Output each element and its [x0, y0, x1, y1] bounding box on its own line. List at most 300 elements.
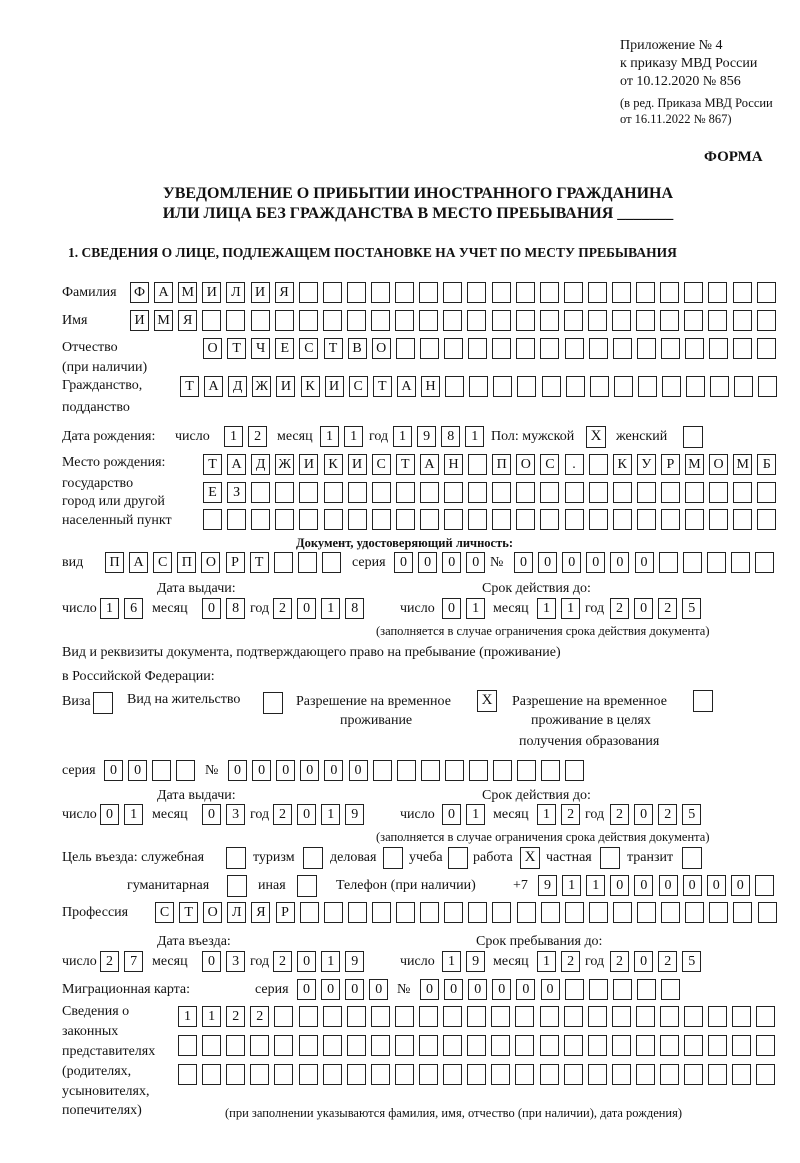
- char-cell[interactable]: [445, 376, 464, 397]
- char-cell[interactable]: 6: [124, 598, 143, 619]
- char-cell[interactable]: [661, 509, 680, 530]
- char-cell[interactable]: 0: [707, 875, 726, 896]
- char-cell[interactable]: 0: [466, 552, 485, 573]
- char-cell[interactable]: 0: [228, 760, 247, 781]
- char-cell[interactable]: И: [130, 310, 149, 331]
- char-cell[interactable]: [589, 454, 608, 475]
- char-cell[interactable]: [443, 310, 462, 331]
- char-cell[interactable]: [564, 1006, 583, 1027]
- char-cell[interactable]: [491, 1006, 510, 1027]
- char-cell[interactable]: [661, 979, 680, 1000]
- char-cell[interactable]: [516, 338, 535, 359]
- purpose-work-checkbox[interactable]: X: [520, 847, 540, 869]
- birth-place-field-1[interactable]: [203, 454, 781, 476]
- phone-field[interactable]: [538, 875, 779, 897]
- char-cell[interactable]: А: [204, 376, 223, 397]
- char-cell[interactable]: С: [372, 454, 391, 475]
- id-valid-year-field[interactable]: [610, 598, 706, 620]
- char-cell[interactable]: [588, 282, 607, 303]
- residence-checkbox[interactable]: [263, 692, 283, 714]
- birth-day-field[interactable]: [224, 426, 272, 448]
- char-cell[interactable]: В: [348, 338, 367, 359]
- char-cell[interactable]: 0: [128, 760, 147, 781]
- char-cell[interactable]: [613, 902, 632, 923]
- char-cell[interactable]: К: [301, 376, 320, 397]
- char-cell[interactable]: [660, 310, 679, 331]
- char-cell[interactable]: 0: [324, 760, 343, 781]
- char-cell[interactable]: [515, 1006, 534, 1027]
- char-cell[interactable]: 2: [610, 951, 629, 972]
- char-cell[interactable]: Я: [178, 310, 197, 331]
- sex-male-checkbox[interactable]: X: [586, 426, 606, 448]
- char-cell[interactable]: 2: [561, 804, 580, 825]
- char-cell[interactable]: 1: [466, 804, 485, 825]
- char-cell[interactable]: [324, 902, 343, 923]
- char-cell[interactable]: 0: [345, 979, 364, 1000]
- char-cell[interactable]: 0: [100, 804, 119, 825]
- char-cell[interactable]: [517, 902, 536, 923]
- char-cell[interactable]: [590, 376, 609, 397]
- char-cell[interactable]: 9: [345, 951, 364, 972]
- char-cell[interactable]: [323, 1064, 342, 1085]
- char-cell[interactable]: К: [613, 454, 632, 475]
- rd-issue-year-field[interactable]: [273, 804, 369, 826]
- char-cell[interactable]: Е: [203, 482, 222, 503]
- char-cell[interactable]: Л: [227, 902, 246, 923]
- char-cell[interactable]: 0: [202, 598, 221, 619]
- char-cell[interactable]: [372, 509, 391, 530]
- char-cell[interactable]: [540, 509, 559, 530]
- char-cell[interactable]: [565, 338, 584, 359]
- id-number-field[interactable]: [514, 552, 779, 574]
- char-cell[interactable]: 1: [442, 951, 461, 972]
- char-cell[interactable]: [589, 509, 608, 530]
- char-cell[interactable]: Ж: [275, 454, 294, 475]
- char-cell[interactable]: [515, 1064, 534, 1085]
- char-cell[interactable]: [517, 760, 536, 781]
- char-cell[interactable]: [467, 1006, 486, 1027]
- char-cell[interactable]: [275, 310, 294, 331]
- char-cell[interactable]: [492, 310, 511, 331]
- char-cell[interactable]: [395, 1035, 414, 1056]
- char-cell[interactable]: [613, 979, 632, 1000]
- char-cell[interactable]: 0: [442, 552, 461, 573]
- char-cell[interactable]: 1: [466, 598, 485, 619]
- char-cell[interactable]: [613, 482, 632, 503]
- char-cell[interactable]: [469, 376, 488, 397]
- char-cell[interactable]: [348, 509, 367, 530]
- char-cell[interactable]: 0: [202, 951, 221, 972]
- char-cell[interactable]: Т: [373, 376, 392, 397]
- char-cell[interactable]: [710, 376, 729, 397]
- char-cell[interactable]: 0: [468, 979, 487, 1000]
- char-cell[interactable]: [516, 282, 535, 303]
- char-cell[interactable]: 0: [442, 804, 461, 825]
- char-cell[interactable]: 0: [731, 875, 750, 896]
- char-cell[interactable]: Т: [324, 338, 343, 359]
- char-cell[interactable]: 0: [635, 552, 654, 573]
- char-cell[interactable]: [541, 902, 560, 923]
- birth-month-field[interactable]: [320, 426, 368, 448]
- char-cell[interactable]: 0: [321, 979, 340, 1000]
- char-cell[interactable]: [758, 376, 777, 397]
- char-cell[interactable]: [274, 1006, 293, 1027]
- char-cell[interactable]: [299, 282, 318, 303]
- char-cell[interactable]: И: [348, 454, 367, 475]
- mc-number-field[interactable]: [420, 979, 685, 1001]
- char-cell[interactable]: [685, 482, 704, 503]
- char-cell[interactable]: [662, 376, 681, 397]
- char-cell[interactable]: [299, 1064, 318, 1085]
- char-cell[interactable]: 5: [682, 951, 701, 972]
- char-cell[interactable]: [565, 979, 584, 1000]
- char-cell[interactable]: [226, 1035, 245, 1056]
- char-cell[interactable]: [637, 338, 656, 359]
- char-cell[interactable]: [492, 509, 511, 530]
- char-cell[interactable]: 0: [297, 598, 316, 619]
- char-cell[interactable]: [540, 310, 559, 331]
- char-cell[interactable]: [540, 1064, 559, 1085]
- char-cell[interactable]: [684, 1006, 703, 1027]
- rep-field-1[interactable]: [178, 1006, 781, 1028]
- char-cell[interactable]: [684, 282, 703, 303]
- char-cell[interactable]: [395, 282, 414, 303]
- char-cell[interactable]: 1: [562, 875, 581, 896]
- char-cell[interactable]: А: [397, 376, 416, 397]
- char-cell[interactable]: [541, 760, 560, 781]
- char-cell[interactable]: 1: [178, 1006, 197, 1027]
- char-cell[interactable]: [468, 338, 487, 359]
- char-cell[interactable]: [444, 482, 463, 503]
- char-cell[interactable]: [732, 1035, 751, 1056]
- char-cell[interactable]: [420, 902, 439, 923]
- char-cell[interactable]: [492, 902, 511, 923]
- char-cell[interactable]: [684, 310, 703, 331]
- char-cell[interactable]: [638, 376, 657, 397]
- char-cell[interactable]: [178, 1064, 197, 1085]
- char-cell[interactable]: 2: [273, 951, 292, 972]
- char-cell[interactable]: [732, 1064, 751, 1085]
- rd-issue-month-field[interactable]: [202, 804, 250, 826]
- char-cell[interactable]: [419, 1035, 438, 1056]
- char-cell[interactable]: 2: [658, 804, 677, 825]
- char-cell[interactable]: [757, 509, 776, 530]
- char-cell[interactable]: [588, 1035, 607, 1056]
- char-cell[interactable]: 1: [202, 1006, 221, 1027]
- id-valid-day-field[interactable]: [442, 598, 490, 620]
- char-cell[interactable]: [226, 310, 245, 331]
- char-cell[interactable]: С: [299, 338, 318, 359]
- char-cell[interactable]: Ф: [130, 282, 149, 303]
- char-cell[interactable]: С: [540, 454, 559, 475]
- char-cell[interactable]: 1: [100, 598, 119, 619]
- entry-year-field[interactable]: [273, 951, 369, 973]
- char-cell[interactable]: С: [155, 902, 174, 923]
- char-cell[interactable]: [251, 509, 270, 530]
- sex-female-checkbox[interactable]: [683, 426, 703, 448]
- char-cell[interactable]: [540, 1035, 559, 1056]
- char-cell[interactable]: Я: [275, 282, 294, 303]
- char-cell[interactable]: [421, 760, 440, 781]
- char-cell[interactable]: [250, 1064, 269, 1085]
- char-cell[interactable]: [323, 1035, 342, 1056]
- char-cell[interactable]: Т: [227, 338, 246, 359]
- char-cell[interactable]: [733, 482, 752, 503]
- rd-issue-day-field[interactable]: [100, 804, 148, 826]
- char-cell[interactable]: [661, 482, 680, 503]
- char-cell[interactable]: [685, 902, 704, 923]
- char-cell[interactable]: [709, 338, 728, 359]
- purpose-private-checkbox[interactable]: [600, 847, 620, 869]
- mc-series-field[interactable]: [297, 979, 393, 1001]
- purpose-official-checkbox[interactable]: [226, 847, 246, 869]
- birth-place-field-2[interactable]: [203, 482, 781, 504]
- char-cell[interactable]: И: [299, 454, 318, 475]
- char-cell[interactable]: [636, 310, 655, 331]
- char-cell[interactable]: [178, 1035, 197, 1056]
- char-cell[interactable]: [660, 1006, 679, 1027]
- char-cell[interactable]: 0: [683, 875, 702, 896]
- char-cell[interactable]: О: [203, 338, 222, 359]
- char-cell[interactable]: [589, 482, 608, 503]
- char-cell[interactable]: [731, 552, 750, 573]
- char-cell[interactable]: 0: [420, 979, 439, 1000]
- char-cell[interactable]: 1: [321, 598, 340, 619]
- char-cell[interactable]: [612, 310, 631, 331]
- char-cell[interactable]: [564, 282, 583, 303]
- purpose-transit-checkbox[interactable]: [682, 847, 702, 869]
- char-cell[interactable]: [419, 1006, 438, 1027]
- char-cell[interactable]: [636, 1006, 655, 1027]
- char-cell[interactable]: 7: [124, 951, 143, 972]
- char-cell[interactable]: [152, 760, 171, 781]
- char-cell[interactable]: А: [129, 552, 148, 573]
- char-cell[interactable]: 8: [226, 598, 245, 619]
- char-cell[interactable]: [445, 760, 464, 781]
- char-cell[interactable]: [203, 509, 222, 530]
- char-cell[interactable]: М: [733, 454, 752, 475]
- purpose-tourism-checkbox[interactable]: [303, 847, 323, 869]
- char-cell[interactable]: [299, 310, 318, 331]
- char-cell[interactable]: [226, 1064, 245, 1085]
- char-cell[interactable]: [756, 1006, 775, 1027]
- char-cell[interactable]: [686, 376, 705, 397]
- char-cell[interactable]: О: [516, 454, 535, 475]
- char-cell[interactable]: А: [154, 282, 173, 303]
- char-cell[interactable]: [564, 310, 583, 331]
- char-cell[interactable]: 9: [345, 804, 364, 825]
- char-cell[interactable]: Ж: [252, 376, 271, 397]
- char-cell[interactable]: 2: [610, 598, 629, 619]
- char-cell[interactable]: У: [637, 454, 656, 475]
- char-cell[interactable]: [708, 1006, 727, 1027]
- rd-number-field[interactable]: [228, 760, 590, 782]
- char-cell[interactable]: [396, 509, 415, 530]
- char-cell[interactable]: [420, 338, 439, 359]
- char-cell[interactable]: 0: [297, 804, 316, 825]
- char-cell[interactable]: П: [177, 552, 196, 573]
- char-cell[interactable]: Ч: [251, 338, 270, 359]
- char-cell[interactable]: [443, 282, 462, 303]
- char-cell[interactable]: Т: [180, 376, 199, 397]
- birth-year-field[interactable]: [393, 426, 489, 448]
- char-cell[interactable]: [756, 1035, 775, 1056]
- char-cell[interactable]: [589, 902, 608, 923]
- char-cell[interactable]: [707, 552, 726, 573]
- char-cell[interactable]: 3: [226, 804, 245, 825]
- char-cell[interactable]: 9: [538, 875, 557, 896]
- char-cell[interactable]: Т: [396, 454, 415, 475]
- char-cell[interactable]: [443, 1035, 462, 1056]
- char-cell[interactable]: [372, 482, 391, 503]
- char-cell[interactable]: 0: [349, 760, 368, 781]
- char-cell[interactable]: [323, 282, 342, 303]
- char-cell[interactable]: 0: [586, 552, 605, 573]
- char-cell[interactable]: [758, 902, 777, 923]
- char-cell[interactable]: Т: [203, 454, 222, 475]
- char-cell[interactable]: [637, 482, 656, 503]
- char-cell[interactable]: 5: [682, 804, 701, 825]
- char-cell[interactable]: [322, 552, 341, 573]
- char-cell[interactable]: 2: [273, 804, 292, 825]
- char-cell[interactable]: [419, 310, 438, 331]
- char-cell[interactable]: [202, 1035, 221, 1056]
- stay-year-field[interactable]: [610, 951, 706, 973]
- char-cell[interactable]: [444, 509, 463, 530]
- char-cell[interactable]: 1: [465, 426, 484, 447]
- char-cell[interactable]: [371, 1064, 390, 1085]
- char-cell[interactable]: [636, 282, 655, 303]
- char-cell[interactable]: И: [325, 376, 344, 397]
- char-cell[interactable]: [227, 509, 246, 530]
- char-cell[interactable]: 0: [659, 875, 678, 896]
- char-cell[interactable]: [493, 760, 512, 781]
- char-cell[interactable]: 9: [417, 426, 436, 447]
- birth-place-field-3[interactable]: [203, 509, 781, 531]
- char-cell[interactable]: 0: [104, 760, 123, 781]
- char-cell[interactable]: [708, 1035, 727, 1056]
- char-cell[interactable]: [684, 1035, 703, 1056]
- char-cell[interactable]: [542, 376, 561, 397]
- char-cell[interactable]: [492, 482, 511, 503]
- char-cell[interactable]: Я: [251, 902, 270, 923]
- char-cell[interactable]: [613, 509, 632, 530]
- rd-valid-month-field[interactable]: [537, 804, 585, 826]
- char-cell[interactable]: [443, 1006, 462, 1027]
- char-cell[interactable]: 2: [250, 1006, 269, 1027]
- char-cell[interactable]: 0: [202, 804, 221, 825]
- char-cell[interactable]: 0: [562, 552, 581, 573]
- char-cell[interactable]: 0: [634, 598, 653, 619]
- char-cell[interactable]: [299, 482, 318, 503]
- profession-field[interactable]: [155, 902, 782, 924]
- char-cell[interactable]: [251, 310, 270, 331]
- char-cell[interactable]: 1: [321, 804, 340, 825]
- char-cell[interactable]: [324, 482, 343, 503]
- char-cell[interactable]: [492, 338, 511, 359]
- char-cell[interactable]: 1: [537, 598, 556, 619]
- char-cell[interactable]: [323, 1006, 342, 1027]
- char-cell[interactable]: [274, 1035, 293, 1056]
- char-cell[interactable]: [636, 1064, 655, 1085]
- char-cell[interactable]: [564, 1064, 583, 1085]
- char-cell[interactable]: [299, 1035, 318, 1056]
- purpose-business-checkbox[interactable]: [383, 847, 403, 869]
- char-cell[interactable]: [250, 1035, 269, 1056]
- char-cell[interactable]: [468, 902, 487, 923]
- char-cell[interactable]: [589, 338, 608, 359]
- stay-day-field[interactable]: [442, 951, 490, 973]
- char-cell[interactable]: [588, 1006, 607, 1027]
- patronymic-field[interactable]: [203, 338, 781, 360]
- char-cell[interactable]: [395, 1064, 414, 1085]
- char-cell[interactable]: Н: [444, 454, 463, 475]
- char-cell[interactable]: [612, 1006, 631, 1027]
- char-cell[interactable]: [685, 509, 704, 530]
- char-cell[interactable]: [734, 376, 753, 397]
- char-cell[interactable]: О: [709, 454, 728, 475]
- char-cell[interactable]: [708, 310, 727, 331]
- char-cell[interactable]: [637, 979, 656, 1000]
- char-cell[interactable]: [565, 760, 584, 781]
- char-cell[interactable]: 2: [561, 951, 580, 972]
- char-cell[interactable]: [467, 1064, 486, 1085]
- char-cell[interactable]: [540, 338, 559, 359]
- char-cell[interactable]: 0: [442, 598, 461, 619]
- char-cell[interactable]: [612, 1035, 631, 1056]
- char-cell[interactable]: П: [105, 552, 124, 573]
- char-cell[interactable]: [613, 338, 632, 359]
- char-cell[interactable]: [443, 1064, 462, 1085]
- char-cell[interactable]: [299, 509, 318, 530]
- char-cell[interactable]: [565, 482, 584, 503]
- char-cell[interactable]: 0: [610, 552, 629, 573]
- char-cell[interactable]: [275, 482, 294, 503]
- id-issue-year-field[interactable]: [273, 598, 369, 620]
- char-cell[interactable]: 0: [297, 951, 316, 972]
- char-cell[interactable]: 1: [537, 804, 556, 825]
- char-cell[interactable]: Р: [661, 454, 680, 475]
- char-cell[interactable]: [348, 902, 367, 923]
- surname-field[interactable]: [130, 282, 781, 304]
- char-cell[interactable]: 0: [444, 979, 463, 1000]
- id-issue-month-field[interactable]: [202, 598, 250, 620]
- char-cell[interactable]: [467, 282, 486, 303]
- char-cell[interactable]: [491, 1064, 510, 1085]
- char-cell[interactable]: 3: [226, 951, 245, 972]
- char-cell[interactable]: [396, 338, 415, 359]
- char-cell[interactable]: [176, 760, 195, 781]
- char-cell[interactable]: 2: [248, 426, 267, 447]
- char-cell[interactable]: [612, 282, 631, 303]
- char-cell[interactable]: А: [227, 454, 246, 475]
- char-cell[interactable]: [660, 282, 679, 303]
- char-cell[interactable]: [683, 552, 702, 573]
- char-cell[interactable]: [733, 509, 752, 530]
- char-cell[interactable]: [202, 310, 221, 331]
- char-cell[interactable]: [491, 1035, 510, 1056]
- char-cell[interactable]: 0: [300, 760, 319, 781]
- char-cell[interactable]: [637, 902, 656, 923]
- char-cell[interactable]: А: [420, 454, 439, 475]
- char-cell[interactable]: О: [372, 338, 391, 359]
- char-cell[interactable]: [661, 902, 680, 923]
- char-cell[interactable]: [517, 376, 536, 397]
- char-cell[interactable]: [588, 310, 607, 331]
- char-cell[interactable]: Т: [250, 552, 269, 573]
- id-series-field[interactable]: [394, 552, 490, 574]
- char-cell[interactable]: [755, 875, 774, 896]
